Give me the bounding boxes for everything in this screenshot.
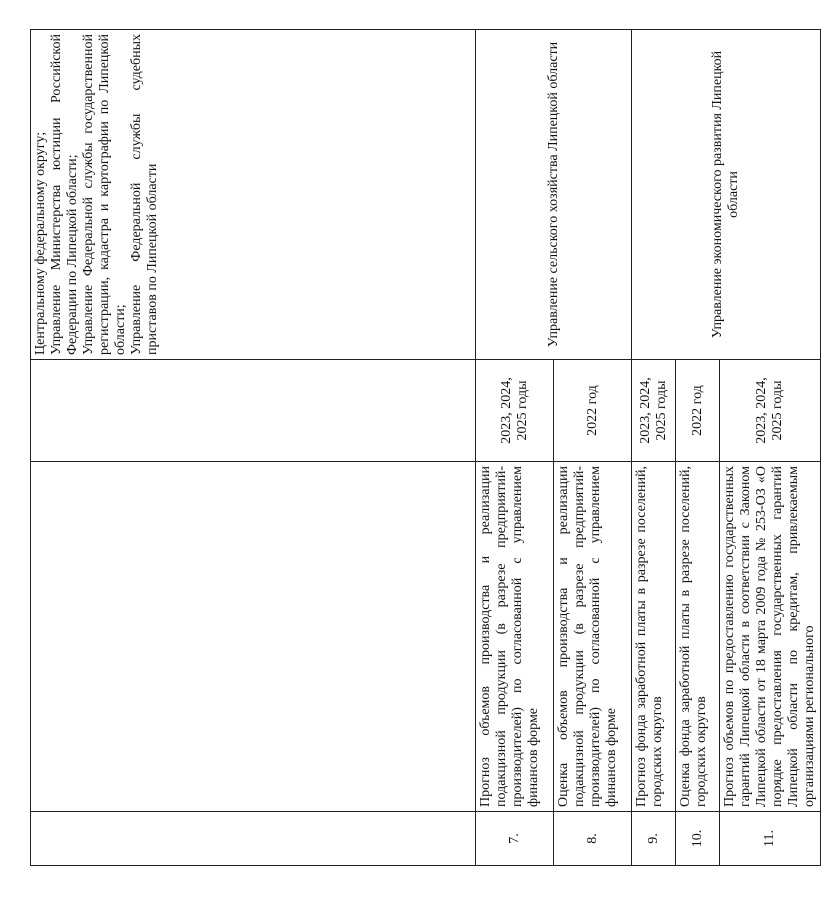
cell-empty <box>31 360 476 462</box>
department-cell: Управление экономического развития Липецкой области <box>632 30 821 360</box>
department-cell: Управление сельского хозяйства Липецкой области <box>476 30 632 360</box>
rotated-table-wrapper <box>30 30 817 866</box>
row-number: 9. <box>632 812 676 866</box>
row-text: Прогноз фонда заработной платы в разрезе поселений, городских округов <box>632 462 676 812</box>
table-row <box>632 30 676 866</box>
cell-empty <box>31 812 476 866</box>
cell-empty <box>31 462 476 812</box>
row-text: Оценка объемов производства и реализации подакцизной продукции (в разрезе предприятий-производителей) по согласованной с управлением финансов форме <box>554 462 632 812</box>
row-period: 2023, 2024, 2025 годы <box>476 360 554 462</box>
data-table <box>30 29 821 866</box>
row-period: 2023, 2024, 2025 годы <box>720 360 821 462</box>
row-period: 2023, 2024, 2025 годы <box>632 360 676 462</box>
row-period: 2022 год <box>554 360 632 462</box>
row-number: 7. <box>476 812 554 866</box>
row-text: Прогноз объемов по предоставлению государственных гарантий Липецкой области в соответствии с Законом Липецкой области от 18 марта 2009 года № 253-ОЗ «О порядке предоставления государственных гарантий Липецкой области по кредитам, привлекаемым организациями регионального <box>720 462 821 812</box>
row-period: 2022 год <box>676 360 720 462</box>
row-text: Прогноз объемов производства и реализации подакцизной продукции (в разрезе предприятий-производителей) по согласованной с управлением финансов форме <box>476 462 554 812</box>
row-number: 10. <box>676 812 720 866</box>
row-number: 11. <box>720 812 821 866</box>
table-row-continued <box>31 30 476 866</box>
executors-cell: Центральному федеральному округу; Управление Министерства юстиции Российской Федерации по Липецкой области; Управление Федеральной службы государственной регистрации, кадастра и картографии по Липецкой области; Управление Федеральной службы судебных приставов по Липецкой области <box>31 30 476 360</box>
row-number: 8. <box>554 812 632 866</box>
row-text: Оценка фонда заработной платы в разрезе поселений, городских округов <box>676 462 720 812</box>
table-row <box>476 30 554 866</box>
